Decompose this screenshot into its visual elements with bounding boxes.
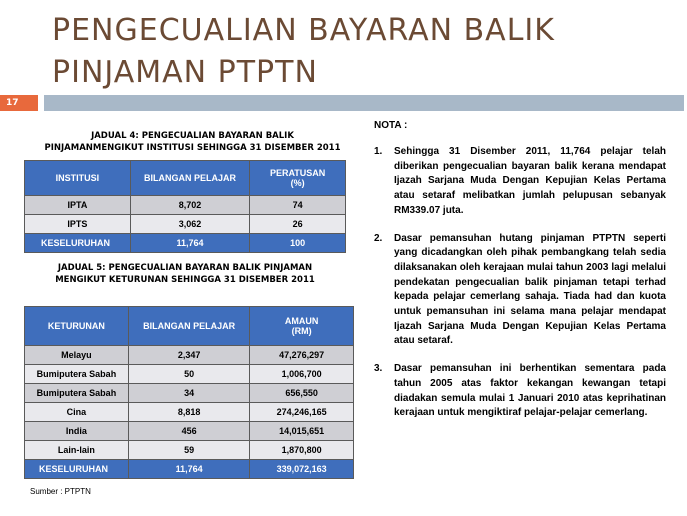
slide-title bbox=[52, 10, 672, 94]
table-cell: Cina bbox=[25, 403, 129, 422]
table4-header-bilangan: BILANGAN PELAJAR bbox=[130, 161, 249, 196]
table-cell: 3,062 bbox=[130, 215, 249, 234]
note-text: Dasar pemansuhan ini berhentikan sementara pada tahun 2005 atas faktor kekangan kewangan tetapi diadakan semula mulai 1 Januari 2010 atas keprihatinan kerajaan untuk mengiktiraf pelajar-pelajar cemerlang. bbox=[394, 363, 666, 419]
table-cell: 274,246,165 bbox=[250, 403, 354, 422]
table-cell: 100 bbox=[250, 234, 346, 253]
table5-caption bbox=[30, 262, 340, 286]
table5-header-keturunan: KETURUNAN bbox=[25, 307, 129, 346]
title-rule-bar bbox=[44, 95, 684, 111]
table5-header-amaun bbox=[250, 307, 354, 346]
nota-title: NOTA : bbox=[374, 120, 408, 131]
table-cell: 74 bbox=[250, 196, 346, 215]
slide-number: 17 bbox=[0, 95, 38, 111]
table-cell: 8,818 bbox=[128, 403, 249, 422]
table-cell: 34 bbox=[128, 384, 249, 403]
table-cell: India bbox=[25, 422, 129, 441]
table-cell: Melayu bbox=[25, 346, 129, 365]
table4-header-peratusan bbox=[250, 161, 346, 196]
table5-header-amaun-text: AMAUN (RM) bbox=[284, 316, 319, 336]
table-cell: 11,764 bbox=[130, 234, 249, 253]
list-item bbox=[374, 232, 666, 350]
note-text: Sehingga 31 Disember 2011, 11,764 pelajar telah diberikan pengecualian bayaran balik kerana mendapat Ijazah Sarjana Muda Dengan Kepujian Kelas Pertama atau setaraf melibatkan jumlah pelupusan sebanyak RM339.07 juta. bbox=[394, 146, 666, 216]
table-cell: 8,702 bbox=[130, 196, 249, 215]
table4 bbox=[24, 160, 346, 253]
table5-total-row bbox=[25, 460, 354, 479]
nota-list bbox=[374, 145, 666, 421]
table-cell: 339,072,163 bbox=[250, 460, 354, 479]
table4-header-institusi: INSTITUSI bbox=[25, 161, 131, 196]
note-number: 2. bbox=[374, 232, 383, 244]
table-cell: IPTS bbox=[25, 215, 131, 234]
table5-header-row bbox=[25, 307, 354, 346]
list-item bbox=[374, 362, 666, 421]
source-note: Sumber : PTPTN bbox=[30, 487, 91, 496]
table4-header-peratusan-text: PERATUSAN (%) bbox=[269, 168, 326, 188]
table-cell: 2,347 bbox=[128, 346, 249, 365]
table5 bbox=[24, 306, 354, 479]
table-cell: 26 bbox=[250, 215, 346, 234]
table-cell: 11,764 bbox=[128, 460, 249, 479]
table4-caption-line-2: PINJAMANMENGIKUT INSTITUSI SEHINGGA 31 DISEMBER 2011 bbox=[44, 143, 341, 153]
table-cell: 656,550 bbox=[250, 384, 354, 403]
table-cell: 50 bbox=[128, 365, 249, 384]
table-cell: 59 bbox=[128, 441, 249, 460]
table-row bbox=[25, 384, 354, 403]
table4-caption-line-1: JADUAL 4: PENGECUALIAN BAYARAN BALIK bbox=[91, 131, 294, 141]
table5-caption-line-2: MENGIKUT KETURUNAN SEHINGGA 31 DISEMBER 2011 bbox=[55, 275, 315, 285]
table-cell: Bumiputera Sabah bbox=[25, 365, 129, 384]
table-row bbox=[25, 441, 354, 460]
table-row bbox=[25, 346, 354, 365]
table-row bbox=[25, 403, 354, 422]
table-cell: KESELURUHAN bbox=[25, 460, 129, 479]
table4-caption bbox=[40, 130, 345, 154]
table-cell: 456 bbox=[128, 422, 249, 441]
table-cell: 1,006,700 bbox=[250, 365, 354, 384]
note-number: 1. bbox=[374, 146, 383, 157]
table-cell: IPTA bbox=[25, 196, 131, 215]
table-cell: KESELURUHAN bbox=[25, 234, 131, 253]
table4-total-row bbox=[25, 234, 346, 253]
title-line-1: PENGECUALIAN BAYARAN BALIK bbox=[52, 13, 555, 48]
table-cell: Bumiputera Sabah bbox=[25, 384, 129, 403]
note-text: Dasar pemansuhan hutang pinjaman PTPTN seperti yang dicadangkan oleh pihak pembangkang telah sedia dilaksanakan oleh kerajaan mulai tahun 2003 lagi melalui pendekatan pengecualian balik pinjaman tetapi terhad kepada pelajar cemerlang sahaja. Tiada had dan kuota untuk pemansuhan ini selama mana pelajar mendapat Ijazah Sarjana Muda Dengan Kepujian Kelas Pertama atau setaraf. bbox=[394, 232, 666, 347]
list-item bbox=[374, 145, 666, 219]
table-row bbox=[25, 196, 346, 215]
table4-header-row bbox=[25, 161, 346, 196]
table-cell: 14,015,651 bbox=[250, 422, 354, 441]
note-number: 3. bbox=[374, 363, 383, 375]
table-row bbox=[25, 215, 346, 234]
title-line-2: PINJAMAN PTPTN bbox=[52, 55, 318, 90]
table-row bbox=[25, 365, 354, 384]
table-cell: Lain-lain bbox=[25, 441, 129, 460]
table5-caption-line-1: JADUAL 5: PENGECUALIAN BAYARAN BALIK PINJAMAN bbox=[57, 263, 313, 273]
table-row bbox=[25, 422, 354, 441]
table-cell: 47,276,297 bbox=[250, 346, 354, 365]
table-cell: 1,870,800 bbox=[250, 441, 354, 460]
table5-header-bilangan: BILANGAN PELAJAR bbox=[128, 307, 249, 346]
